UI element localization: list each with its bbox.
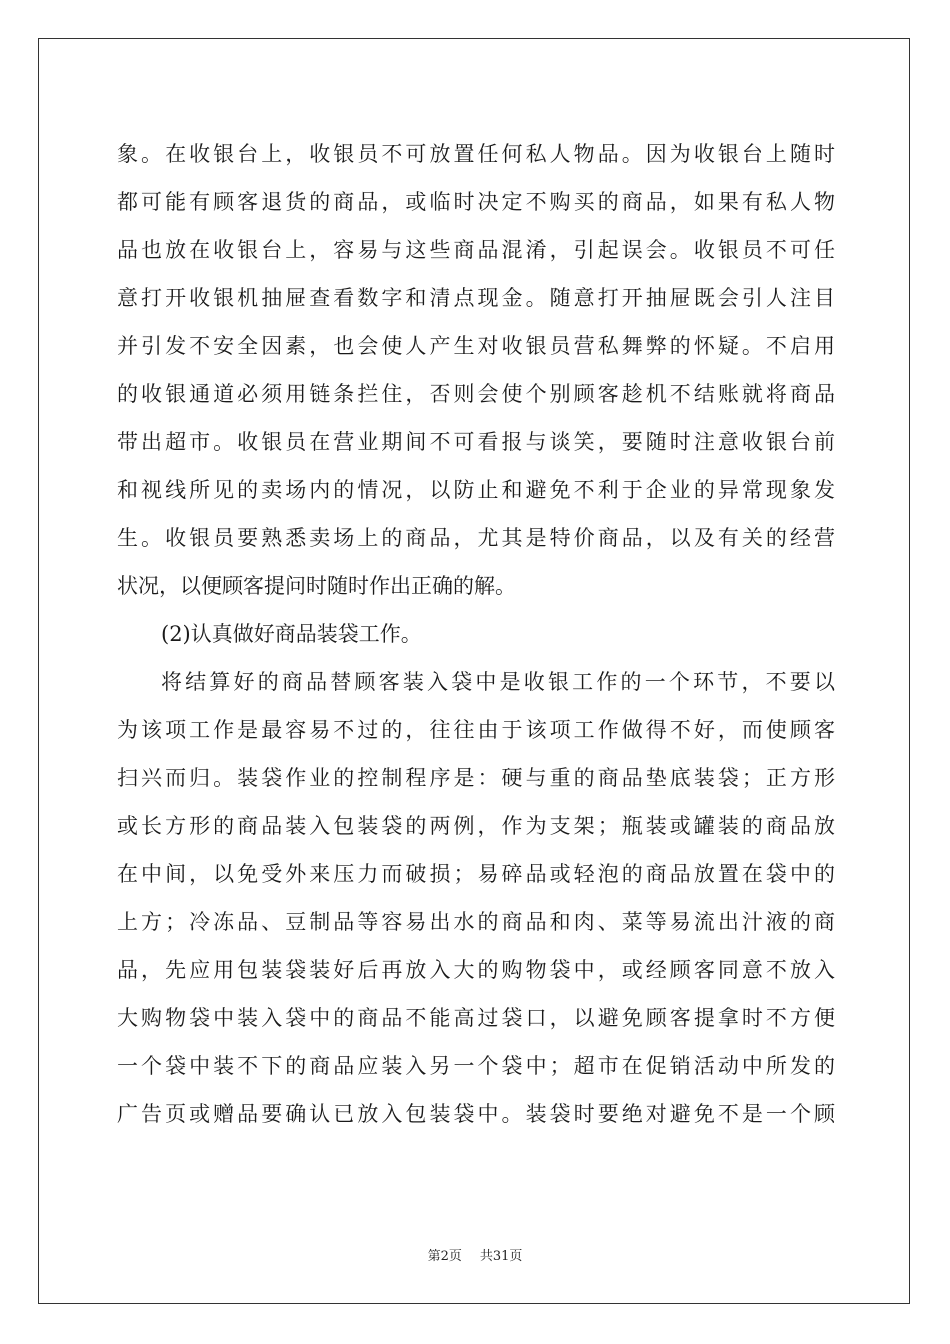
text-line: 一个袋中装不下的商品应装入另一个袋中；超市在促销活动中所发的 (117, 1054, 835, 1078)
text-line: 在中间，以免受外来压力而破损；易碎品或轻泡的商品放置在袋中的 (117, 862, 835, 886)
text-line: 和视线所见的卖场内的情况，以防止和避免不利于企业的异常现象发 (117, 478, 835, 502)
paragraph-end-line: 状况，以便顾客提问时随时作出正确的解。 (117, 574, 516, 598)
text-line: 为该项工作是最容易不过的，往往由于该项工作做得不好，而使顾客 (117, 718, 835, 742)
text-line: 扫兴而归。装袋作业的控制程序是：硬与重的商品垫底装袋；正方形 (117, 766, 835, 790)
text-line: 或长方形的商品装入包装袋的两例，作为支架；瓶装或罐装的商品放 (117, 814, 835, 838)
text-line: 品，先应用包装袋装好后再放入大的购物袋中，或经顾客同意不放入 (117, 958, 835, 982)
section-heading: (2)认真做好商品装袋工作。 (161, 622, 422, 646)
text-line: 大购物袋中装入袋中的商品不能高过袋口，以避免顾客提拿时不方便 (117, 1006, 835, 1030)
text-line: 象。在收银台上，收银员不可放置任何私人物品。因为收银台上随时 (117, 142, 835, 166)
text-line: 广告页或赠品要确认已放入包装袋中。装袋时要绝对避免不是一个顾 (117, 1102, 835, 1126)
text-line: 的收银通道必须用链条拦住，否则会使个别顾客趁机不结账就将商品 (117, 382, 835, 406)
page-total: 共31页 (479, 1249, 523, 1264)
page-number: 第2页 (427, 1249, 462, 1264)
text-line: 品也放在收银台上，容易与这些商品混淆，引起误会。收银员不可任 (117, 238, 835, 262)
text-line: 上方；冷冻品、豆制品等容易出水的商品和肉、菜等易流出汁液的商 (117, 910, 835, 934)
paragraph-first-line: 将结算好的商品替顾客装入袋中是收银工作的一个环节，不要以 (161, 670, 835, 694)
text-line: 都可能有顾客退货的商品，或临时决定不购买的商品，如果有私人物 (117, 190, 835, 214)
text-line: 带出超市。收银员在营业期间不可看报与谈笑，要随时注意收银台前 (117, 430, 835, 454)
text-line: 生。收银员要熟悉卖场上的商品，尤其是特价商品，以及有关的经营 (117, 526, 835, 550)
page-footer (0, 1248, 950, 1266)
body-text (117, 130, 835, 1138)
text-line: 意打开收银机抽屉查看数字和清点现金。随意打开抽屉既会引人注目 (117, 286, 835, 310)
text-line: 并引发不安全因素，也会使人产生对收银员营私舞弊的怀疑。不启用 (117, 334, 835, 358)
